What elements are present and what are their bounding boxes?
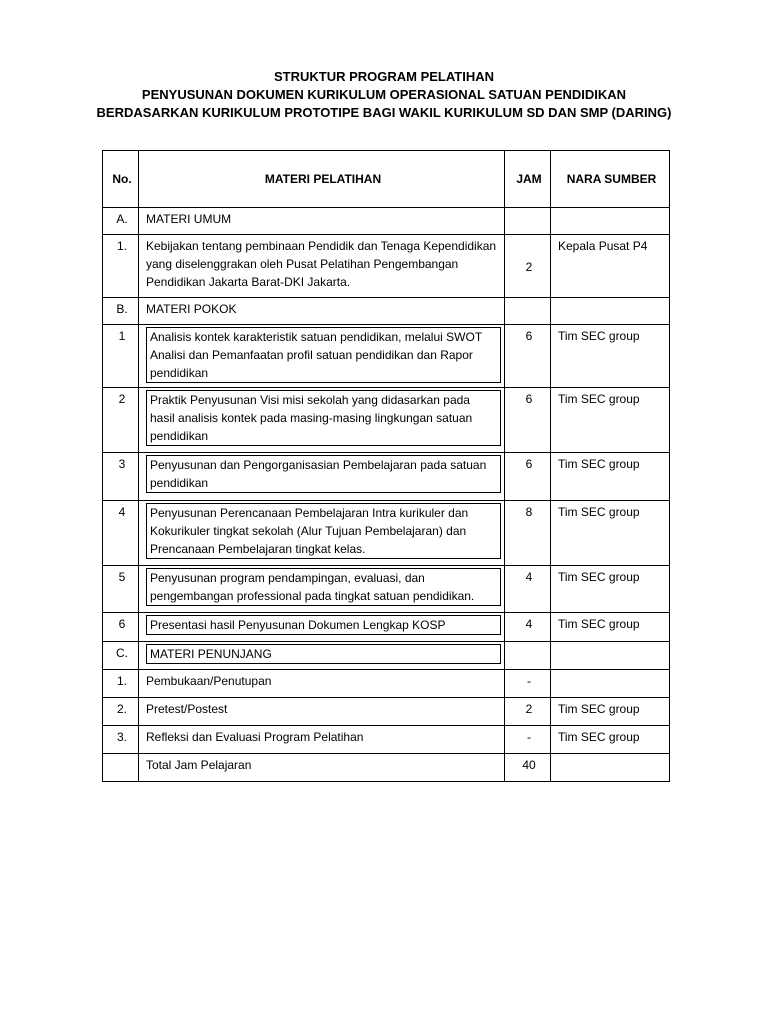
header-nara-sumber: NARA SUMBER [551,151,670,208]
row-nara-sumber: Tim SEC group [551,726,670,754]
row-nara-sumber: Tim SEC group [551,325,670,388]
row-nara-sumber: Tim SEC group [551,501,670,566]
training-program-table [102,150,670,782]
title-line-1: STRUKTUR PROGRAM PELATIHAN [273,69,495,84]
row-materi: Praktik Penyusunan Visi misi sekolah yang didasarkan pada hasil analisis kontek pada masing-masing lingkungan satuan pendidikan [146,390,501,446]
table-row [103,698,670,726]
row-jam: - [505,670,551,698]
row-jam: - [505,726,551,754]
section-no: B. [103,298,139,325]
table-row [103,325,670,388]
section-label: MATERI PENUNJANG [146,644,501,664]
row-jam: 4 [505,566,551,613]
row-materi: Presentasi hasil Penyusunan Dokumen Lengkap KOSP [146,615,501,635]
row-materi: Penyusunan program pendampingan, evaluasi, dan pengembangan professional pada tingkat satuan pendidikan. [146,568,501,606]
row-no: 4 [103,501,139,566]
row-jam: 2 [505,698,551,726]
table-row [103,388,670,453]
row-no: 2 [103,388,139,453]
row-jam: 6 [505,325,551,388]
row-jam: 6 [505,388,551,453]
row-nara-sumber [551,670,670,698]
row-no: 1. [103,235,139,298]
row-materi: Penyusunan dan Pengorganisasian Pembelajaran pada satuan pendidikan [146,455,501,493]
table-row [103,501,670,566]
row-materi: Penyusunan Perencanaan Pembelajaran Intra kurikuler dan Kokurikuler tingkat sekolah (Alur Tujuan Pembelajaran) dan Prencanaan Pembelajaran tingkat kelas. [146,503,501,559]
row-materi: Analisis kontek karakteristik satuan pendidikan, melalui SWOT Analisi dan Pemanfaatan profil satuan pendidikan dan Rapor pendidikan [146,327,501,383]
table-row [103,670,670,698]
section-row-materi-penunjang [103,642,670,670]
row-nara-sumber: Tim SEC group [551,388,670,453]
header-no: No. [103,151,139,208]
document-title [0,68,768,122]
row-nara-sumber: Tim SEC group [551,698,670,726]
section-row-materi-pokok [103,298,670,325]
table-row [103,453,670,501]
header-materi: MATERI PELATIHAN [139,151,505,208]
row-no: 3. [103,726,139,754]
table-row [103,726,670,754]
title-line-3: BERDASARKAN KURIKULUM PROTOTIPE BAGI WAKIL KURIKULUM SD DAN SMP (DARING) [96,105,672,120]
row-jam: 2 [505,235,551,298]
row-jam: 4 [505,613,551,642]
table-row [103,613,670,642]
section-row-materi-umum [103,208,670,235]
section-no: C. [103,642,139,670]
section-no: A. [103,208,139,235]
table-row [103,566,670,613]
section-label: MATERI UMUM [139,208,505,235]
row-nara-sumber: Tim SEC group [551,566,670,613]
row-no: 6 [103,613,139,642]
row-no: 5 [103,566,139,613]
header-jam: JAM [505,151,551,208]
row-jam: 6 [505,453,551,501]
total-label: Total Jam Pelajaran [139,754,505,782]
table-header-row [103,151,670,208]
row-nara-sumber: Tim SEC group [551,613,670,642]
table-row [103,235,670,298]
row-jam: 8 [505,501,551,566]
row-no: 1 [103,325,139,388]
total-row [103,754,670,782]
row-materi: Refleksi dan Evaluasi Program Pelatihan [139,726,505,754]
row-materi: Pembukaan/Penutupan [139,670,505,698]
section-label: MATERI POKOK [139,298,505,325]
total-jam: 40 [505,754,551,782]
row-no: 2. [103,698,139,726]
row-nara-sumber: Kepala Pusat P4 [551,235,670,298]
title-line-2: PENYUSUNAN DOKUMEN KURIKULUM OPERASIONAL SATUAN PENDIDIKAN [141,87,627,102]
row-materi: Pretest/Postest [139,698,505,726]
row-nara-sumber: Tim SEC group [551,453,670,501]
row-materi: Kebijakan tentang pembinaan Pendidik dan Tenaga Kependidikan yang diselenggrakan oleh Pusat Pelatihan Pengembangan Pendidikan Jakarta Barat-DKI Jakarta. [139,235,505,298]
row-no: 3 [103,453,139,501]
row-no: 1. [103,670,139,698]
